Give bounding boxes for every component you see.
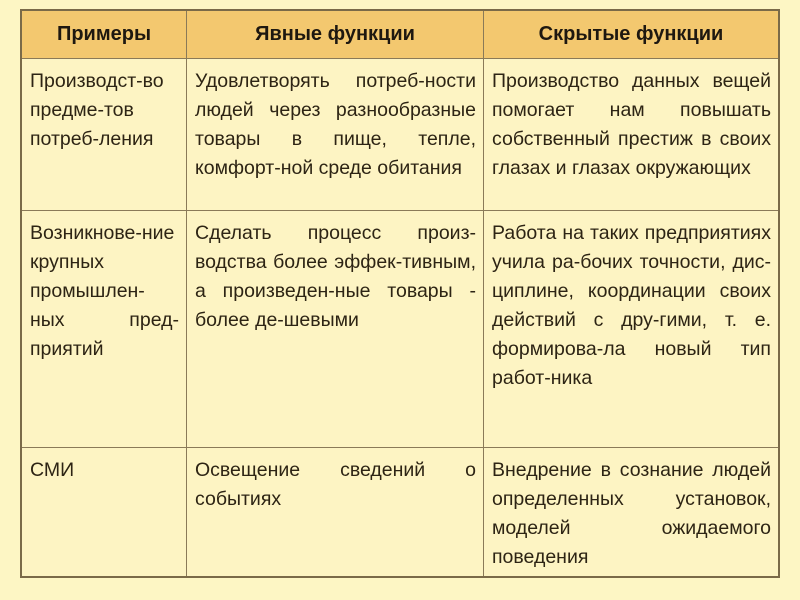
row2-latent-function: Работа на таких предприятиях учила ра-бочих точности, дис-циплине, координации своих действий с дру-гими, т. е. формирова-ла новый тип работ-ника bbox=[484, 211, 778, 448]
header-explicit-functions: Явные функции bbox=[187, 11, 484, 59]
header-latent-functions: Скрытые функции bbox=[484, 11, 778, 59]
row1-explicit-function: Удовлетворять потреб-ности людей через разнообразные товары в пище, тепле, комфорт-ной среде обитания bbox=[187, 59, 484, 211]
header-examples: Примеры bbox=[22, 11, 187, 59]
row3-example: СМИ bbox=[22, 448, 187, 576]
functions-table bbox=[20, 9, 780, 578]
row2-example: Возникнове-ние крупных промышлен-ных пред-приятий bbox=[22, 211, 187, 448]
row1-example: Производст-во предме-тов потреб-ления bbox=[22, 59, 187, 211]
row1-latent-function: Производство данных вещей помогает нам повышать собственный престиж в своих глазах и глазах окружающих bbox=[484, 59, 778, 211]
row3-explicit-function: Освещение сведений о событиях bbox=[187, 448, 484, 576]
row2-explicit-function: Сделать процесс произ-водства более эффек-тивным, а произведен-ные товары - более де-шевыми bbox=[187, 211, 484, 448]
row3-latent-function: Внедрение в сознание людей определенных установок, моделей ожидаемого поведения bbox=[484, 448, 778, 576]
